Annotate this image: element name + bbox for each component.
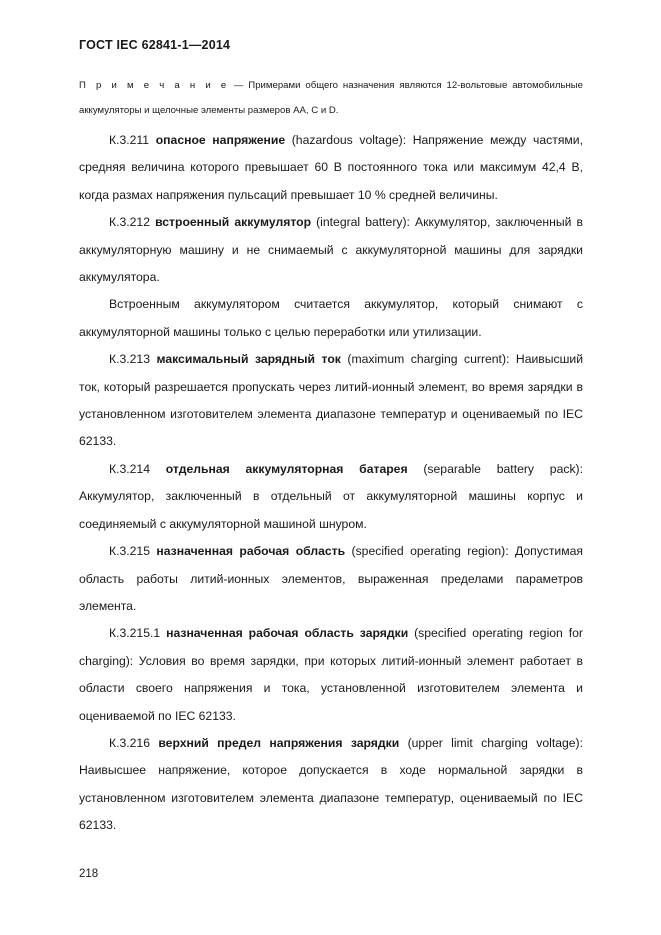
paragraph-k3214	[79, 456, 583, 538]
page-header: ГОСТ IEC 62841-1—2014	[79, 38, 231, 52]
paragraph-k3211	[79, 127, 583, 209]
term: отдельная аккумуляторная батарея	[165, 461, 408, 476]
definition-text: (separable battery pack): Аккумулятор, заключенный в отдельный от аккумуляторной машины корпус и соединяемый с аккумуляторной машиной шнуром.	[79, 461, 583, 531]
term: назначенная рабочая область	[156, 544, 346, 559]
term: назначенная рабочая область зарядки	[166, 626, 409, 641]
paragraph-number: К.3.212	[109, 215, 150, 230]
paragraph-number: К.3.215	[109, 544, 150, 559]
definition-text: (upper limit charging voltage): Наивысшее напряжение, которое допускается в ходе нормальной зарядки в установленном изготовителем элемента диапазоне температур, оцениваемый по IEC 62133.	[79, 735, 583, 833]
paragraph-k3216	[79, 730, 583, 840]
paragraph-k3212	[79, 209, 583, 291]
paragraph-number: К.3.215.1	[109, 626, 161, 641]
definition-text: (maximum charging current): Наивысший ток, который разрешается пропускать через литий-ионный элемент, во время зарядки в установленном изготовителем элемента диапазоне температур и оцениваемый по IEC 62133.	[79, 352, 583, 449]
page-number: 218	[79, 868, 99, 880]
paragraph-number: К.3.213	[109, 352, 150, 367]
definition-text: (hazardous voltage): Напряжение между частями, средняя величина которого превышает 60 В постоянного тока или максимум 42,4 В, когда размах напряжения пульсаций превышает 10 % средней величины.	[79, 133, 584, 202]
definition-text: Встроенным аккумулятором считается аккумулятор, который снимают с аккумуляторной машины только с целью переработки или утилизации.	[79, 297, 583, 339]
term: встроенный аккумулятор	[155, 215, 312, 230]
paragraph-k32151	[79, 620, 583, 730]
definition-text: (integral battery): Аккумулятор, заключенный в аккумуляторную машину и не снимаемый с аккумуляторной машины для зарядки аккумулятора.	[79, 215, 583, 285]
note	[79, 73, 583, 123]
definition-text: (specified operating region for charging): Условия во время зарядки, при которых литий-ионный элемент работает в области своего напряжения и тока, установленной изготовителем элемента и оцениваемой по IEC 62133.	[79, 626, 583, 723]
document-body	[79, 127, 583, 840]
definition-text: (specified operating region): Допустимая область работы литий-ионных элементов, выраженная пределами параметров элемента.	[79, 544, 583, 613]
paragraph-number: К.3.216	[109, 735, 150, 750]
term: максимальный зарядный ток	[156, 352, 341, 367]
term: опасное напряжение	[155, 133, 286, 147]
note-label: П р и м е ч а н и е	[79, 80, 229, 91]
paragraph-k3215	[79, 538, 583, 620]
paragraph-number: К.3.211	[109, 133, 150, 147]
paragraph-number: К.3.214	[109, 461, 150, 476]
paragraph-k3213	[79, 346, 583, 456]
paragraph-integral-battery-note	[79, 291, 583, 346]
term: верхний предел напряжения зарядки	[158, 735, 400, 750]
note-text: — Примерами общего назначения являются 12-вольтовые автомобильные аккумуляторы и щелочные элементы размеров АА, С и D.	[79, 80, 583, 116]
